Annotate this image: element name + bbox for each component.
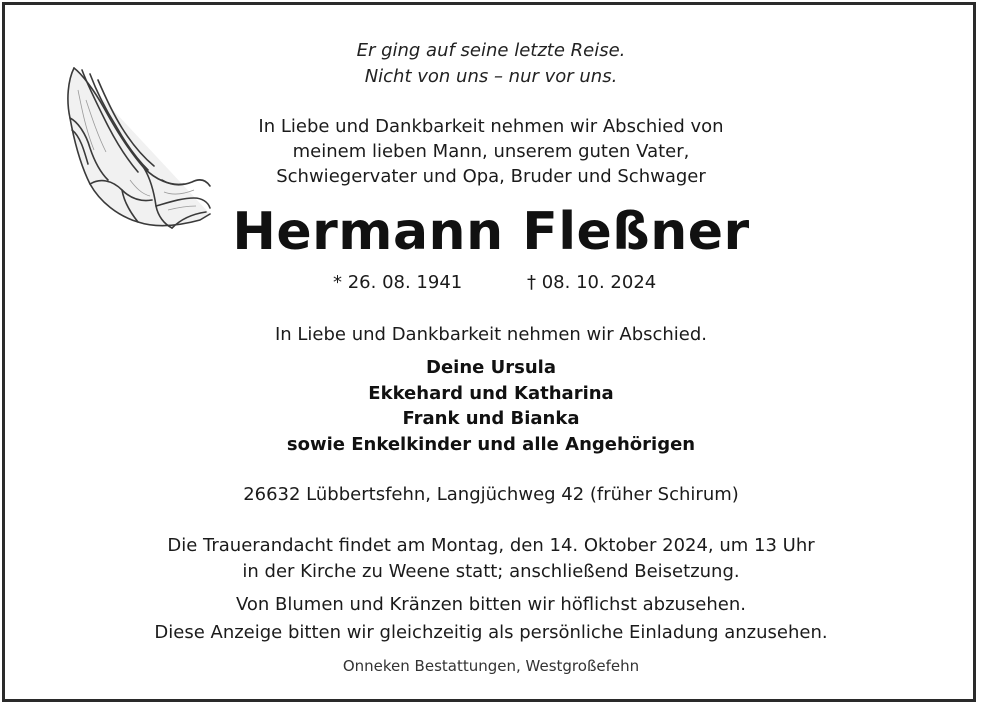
intro-line: Schwiegervater und Opa, Bruder und Schwager [276,166,706,187]
notes [0,591,982,647]
verse-line: Nicht von uns – nur vor uns. [364,66,618,87]
death-date: † 08. 10. 2024 [527,272,657,293]
family-member: Frank und Bianka [402,408,580,429]
memorial-verse [0,38,982,90]
intro-text [0,114,982,189]
intro-line: meinem lieben Mann, unserem guten Vater, [292,141,690,162]
family-member: Deine Ursula [426,357,556,378]
ceremony-details [0,533,982,584]
note-line: Von Blumen und Kränzen bitten wir höflichst abzusehen. [235,594,746,615]
note-line: Diese Anzeige bitten wir gleichzeitig als persönliche Einladung anzusehen. [154,622,828,643]
family-address: 26632 Lübbertsfehn, Langjüchweg 42 (früher Schirum) [243,484,739,505]
birth-date: * 26. 08. 1941 [333,272,463,293]
verse-line: Er ging auf seine letzte Reise. [356,40,626,61]
intro-line: In Liebe und Dankbarkeit nehmen wir Abschied von [258,116,724,137]
family-signatures [0,355,982,457]
family-member: sowie Enkelkinder und alle Angehörigen [286,433,696,455]
ceremony-line: Die Trauerandacht findet am Montag, den 14. Oktober 2024, um 13 Uhr [167,535,815,556]
deceased-name: Hermann Fleßner [232,202,750,262]
farewell-line: In Liebe und Dankbarkeit nehmen wir Abschied. [274,324,708,345]
family-member: Ekkehard und Katharina [368,382,614,404]
undertaker-credit: Onneken Bestattungen, Westgroßefehn [342,657,640,675]
ceremony-line: in der Kirche zu Weene statt; anschließend Beisetzung. [242,560,740,582]
